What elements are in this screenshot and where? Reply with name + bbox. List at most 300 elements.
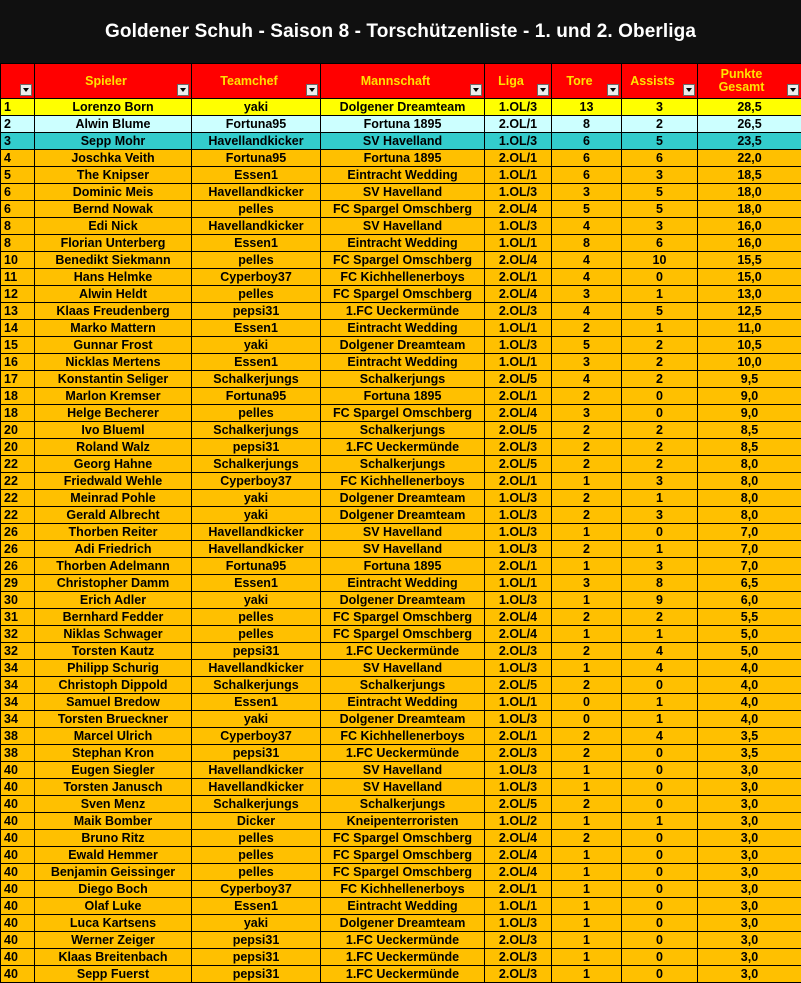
team-cell[interactable]: Essen1	[192, 320, 321, 337]
assists-cell[interactable]: 0	[622, 388, 698, 405]
club-cell[interactable]: 1.FC Ueckermünde	[321, 303, 485, 320]
club-cell[interactable]: Kneipenterroristen	[321, 813, 485, 830]
assists-cell[interactable]: 0	[622, 915, 698, 932]
rank-cell[interactable]: 38	[1, 728, 35, 745]
points-cell[interactable]: 12,5	[698, 303, 801, 320]
assists-cell[interactable]: 2	[622, 354, 698, 371]
team-cell[interactable]: Havellandkicker	[192, 779, 321, 796]
points-cell[interactable]: 3,0	[698, 898, 801, 915]
player-cell[interactable]: Marcel Ulrich	[35, 728, 192, 745]
goals-cell[interactable]: 4	[552, 252, 622, 269]
team-cell[interactable]: yaki	[192, 592, 321, 609]
rank-cell[interactable]: 4	[1, 150, 35, 167]
team-cell[interactable]: pelles	[192, 609, 321, 626]
club-cell[interactable]: SV Havelland	[321, 133, 485, 150]
club-cell[interactable]: FC Spargel Omschberg	[321, 201, 485, 218]
points-cell[interactable]: 9,0	[698, 388, 801, 405]
assists-cell[interactable]: 0	[622, 949, 698, 966]
assists-cell[interactable]: 3	[622, 218, 698, 235]
assists-cell[interactable]: 5	[622, 303, 698, 320]
league-cell[interactable]: 2.OL/5	[485, 371, 552, 388]
points-cell[interactable]: 16,0	[698, 218, 801, 235]
club-cell[interactable]: FC Kichhellenerboys	[321, 269, 485, 286]
team-cell[interactable]: yaki	[192, 711, 321, 728]
goals-cell[interactable]: 6	[552, 133, 622, 150]
points-cell[interactable]: 3,0	[698, 830, 801, 847]
team-cell[interactable]: Schalkerjungs	[192, 371, 321, 388]
rank-cell[interactable]: 15	[1, 337, 35, 354]
assists-cell[interactable]: 3	[622, 507, 698, 524]
player-cell[interactable]: Bernd Nowak	[35, 201, 192, 218]
assists-cell[interactable]: 2	[622, 116, 698, 133]
assists-cell[interactable]: 2	[622, 371, 698, 388]
points-cell[interactable]: 5,0	[698, 626, 801, 643]
rank-cell[interactable]: 14	[1, 320, 35, 337]
team-cell[interactable]: yaki	[192, 337, 321, 354]
league-cell[interactable]: 2.OL/5	[485, 677, 552, 694]
league-cell[interactable]: 2.OL/1	[485, 269, 552, 286]
points-cell[interactable]: 7,0	[698, 541, 801, 558]
filter-dropdown-icon[interactable]	[537, 84, 549, 96]
club-cell[interactable]: Dolgener Dreamteam	[321, 592, 485, 609]
club-cell[interactable]: SV Havelland	[321, 184, 485, 201]
league-cell[interactable]: 2.OL/5	[485, 422, 552, 439]
club-cell[interactable]: FC Kichhellenerboys	[321, 728, 485, 745]
player-cell[interactable]: Olaf Luke	[35, 898, 192, 915]
club-cell[interactable]: FC Spargel Omschberg	[321, 864, 485, 881]
league-cell[interactable]: 2.OL/4	[485, 847, 552, 864]
rank-cell[interactable]: 8	[1, 218, 35, 235]
player-cell[interactable]: Florian Unterberg	[35, 235, 192, 252]
league-cell[interactable]: 1.OL/1	[485, 320, 552, 337]
league-cell[interactable]: 1.OL/1	[485, 898, 552, 915]
league-cell[interactable]: 2.OL/3	[485, 745, 552, 762]
points-cell[interactable]: 10,5	[698, 337, 801, 354]
club-cell[interactable]: Eintracht Wedding	[321, 320, 485, 337]
player-cell[interactable]: Christopher Damm	[35, 575, 192, 592]
rank-cell[interactable]: 32	[1, 626, 35, 643]
league-cell[interactable]: 1.OL/3	[485, 779, 552, 796]
league-cell[interactable]: 1.OL/1	[485, 167, 552, 184]
goals-cell[interactable]: 2	[552, 422, 622, 439]
team-cell[interactable]: Havellandkicker	[192, 184, 321, 201]
player-cell[interactable]: Friedwald Wehle	[35, 473, 192, 490]
team-cell[interactable]: pepsi31	[192, 949, 321, 966]
team-cell[interactable]: pepsi31	[192, 745, 321, 762]
club-cell[interactable]: 1.FC Ueckermünde	[321, 643, 485, 660]
goals-cell[interactable]: 1	[552, 473, 622, 490]
club-cell[interactable]: FC Spargel Omschberg	[321, 405, 485, 422]
league-cell[interactable]: 2.OL/1	[485, 150, 552, 167]
team-cell[interactable]: Havellandkicker	[192, 541, 321, 558]
rank-cell[interactable]: 40	[1, 915, 35, 932]
filter-dropdown-icon[interactable]	[470, 84, 482, 96]
player-cell[interactable]: Thorben Adelmann	[35, 558, 192, 575]
club-cell[interactable]: Eintracht Wedding	[321, 694, 485, 711]
rank-cell[interactable]: 26	[1, 524, 35, 541]
rank-cell[interactable]: 22	[1, 507, 35, 524]
assists-cell[interactable]: 4	[622, 728, 698, 745]
assists-cell[interactable]: 1	[622, 813, 698, 830]
club-cell[interactable]: FC Kichhellenerboys	[321, 473, 485, 490]
club-cell[interactable]: Schalkerjungs	[321, 456, 485, 473]
league-cell[interactable]: 2.OL/3	[485, 932, 552, 949]
points-cell[interactable]: 8,0	[698, 490, 801, 507]
goals-cell[interactable]: 1	[552, 626, 622, 643]
points-cell[interactable]: 3,0	[698, 932, 801, 949]
points-cell[interactable]: 18,0	[698, 184, 801, 201]
player-cell[interactable]: Sepp Fuerst	[35, 966, 192, 983]
player-cell[interactable]: Maik Bomber	[35, 813, 192, 830]
club-cell[interactable]: Dolgener Dreamteam	[321, 711, 485, 728]
team-cell[interactable]: Schalkerjungs	[192, 796, 321, 813]
club-cell[interactable]: SV Havelland	[321, 762, 485, 779]
points-cell[interactable]: 23,5	[698, 133, 801, 150]
rank-cell[interactable]: 34	[1, 711, 35, 728]
league-cell[interactable]: 2.OL/3	[485, 439, 552, 456]
team-cell[interactable]: Havellandkicker	[192, 133, 321, 150]
club-cell[interactable]: FC Spargel Omschberg	[321, 626, 485, 643]
goals-cell[interactable]: 2	[552, 388, 622, 405]
rank-cell[interactable]: 40	[1, 847, 35, 864]
league-cell[interactable]: 1.OL/3	[485, 218, 552, 235]
points-cell[interactable]: 16,0	[698, 235, 801, 252]
points-cell[interactable]: 11,0	[698, 320, 801, 337]
assists-cell[interactable]: 0	[622, 932, 698, 949]
league-cell[interactable]: 2.OL/4	[485, 864, 552, 881]
team-cell[interactable]: Fortuna95	[192, 558, 321, 575]
team-cell[interactable]: Schalkerjungs	[192, 677, 321, 694]
goals-cell[interactable]: 3	[552, 405, 622, 422]
league-cell[interactable]: 1.OL/3	[485, 337, 552, 354]
goals-cell[interactable]: 2	[552, 320, 622, 337]
rank-cell[interactable]: 30	[1, 592, 35, 609]
assists-cell[interactable]: 0	[622, 864, 698, 881]
league-cell[interactable]: 1.OL/2	[485, 813, 552, 830]
rank-cell[interactable]: 20	[1, 422, 35, 439]
league-cell[interactable]: 1.OL/1	[485, 694, 552, 711]
assists-cell[interactable]: 3	[622, 558, 698, 575]
team-cell[interactable]: yaki	[192, 915, 321, 932]
club-cell[interactable]: Fortuna 1895	[321, 558, 485, 575]
goals-cell[interactable]: 2	[552, 507, 622, 524]
goals-cell[interactable]: 1	[552, 558, 622, 575]
assists-cell[interactable]: 0	[622, 830, 698, 847]
rank-cell[interactable]: 40	[1, 949, 35, 966]
team-cell[interactable]: Essen1	[192, 898, 321, 915]
team-cell[interactable]: Havellandkicker	[192, 524, 321, 541]
goals-cell[interactable]: 1	[552, 592, 622, 609]
goals-cell[interactable]: 1	[552, 949, 622, 966]
goals-cell[interactable]: 3	[552, 286, 622, 303]
rank-cell[interactable]: 34	[1, 694, 35, 711]
assists-cell[interactable]: 1	[622, 541, 698, 558]
goals-cell[interactable]: 4	[552, 371, 622, 388]
assists-cell[interactable]: 1	[622, 694, 698, 711]
league-cell[interactable]: 2.OL/4	[485, 201, 552, 218]
goals-cell[interactable]: 1	[552, 813, 622, 830]
assists-cell[interactable]: 0	[622, 898, 698, 915]
league-cell[interactable]: 2.OL/1	[485, 473, 552, 490]
team-cell[interactable]: Fortuna95	[192, 150, 321, 167]
league-cell[interactable]: 1.OL/3	[485, 133, 552, 150]
league-cell[interactable]: 2.OL/3	[485, 949, 552, 966]
team-cell[interactable]: yaki	[192, 490, 321, 507]
league-cell[interactable]: 1.OL/3	[485, 507, 552, 524]
league-cell[interactable]: 2.OL/4	[485, 286, 552, 303]
club-cell[interactable]: Eintracht Wedding	[321, 898, 485, 915]
player-cell[interactable]: Torsten Brueckner	[35, 711, 192, 728]
points-cell[interactable]: 8,5	[698, 439, 801, 456]
team-cell[interactable]: Fortuna95	[192, 388, 321, 405]
assists-cell[interactable]: 0	[622, 745, 698, 762]
league-cell[interactable]: 2.OL/5	[485, 456, 552, 473]
goals-cell[interactable]: 2	[552, 490, 622, 507]
league-cell[interactable]: 2.OL/1	[485, 388, 552, 405]
team-cell[interactable]: pepsi31	[192, 932, 321, 949]
goals-cell[interactable]: 2	[552, 796, 622, 813]
club-cell[interactable]: SV Havelland	[321, 779, 485, 796]
player-cell[interactable]: Eugen Siegler	[35, 762, 192, 779]
club-cell[interactable]: Eintracht Wedding	[321, 235, 485, 252]
rank-cell[interactable]: 18	[1, 388, 35, 405]
team-cell[interactable]: Essen1	[192, 235, 321, 252]
assists-cell[interactable]: 10	[622, 252, 698, 269]
points-cell[interactable]: 10,0	[698, 354, 801, 371]
player-cell[interactable]: Alwin Heldt	[35, 286, 192, 303]
points-cell[interactable]: 3,0	[698, 864, 801, 881]
rank-cell[interactable]: 12	[1, 286, 35, 303]
rank-cell[interactable]: 22	[1, 490, 35, 507]
points-cell[interactable]: 9,5	[698, 371, 801, 388]
club-cell[interactable]: SV Havelland	[321, 660, 485, 677]
rank-cell[interactable]: 40	[1, 779, 35, 796]
goals-cell[interactable]: 3	[552, 184, 622, 201]
points-cell[interactable]: 3,0	[698, 949, 801, 966]
assists-cell[interactable]: 2	[622, 609, 698, 626]
player-cell[interactable]: Joschka Veith	[35, 150, 192, 167]
points-cell[interactable]: 4,0	[698, 711, 801, 728]
club-cell[interactable]: Schalkerjungs	[321, 371, 485, 388]
team-cell[interactable]: Dicker	[192, 813, 321, 830]
player-cell[interactable]: Roland Walz	[35, 439, 192, 456]
player-cell[interactable]: Bruno Ritz	[35, 830, 192, 847]
team-cell[interactable]: pelles	[192, 286, 321, 303]
club-cell[interactable]: 1.FC Ueckermünde	[321, 966, 485, 983]
assists-cell[interactable]: 0	[622, 796, 698, 813]
assists-cell[interactable]: 0	[622, 881, 698, 898]
points-cell[interactable]: 3,0	[698, 813, 801, 830]
player-cell[interactable]: Klaas Freudenberg	[35, 303, 192, 320]
league-cell[interactable]: 1.OL/1	[485, 354, 552, 371]
rank-cell[interactable]: 40	[1, 796, 35, 813]
club-cell[interactable]: Dolgener Dreamteam	[321, 915, 485, 932]
team-cell[interactable]: Essen1	[192, 354, 321, 371]
assists-cell[interactable]: 3	[622, 167, 698, 184]
assists-cell[interactable]: 5	[622, 184, 698, 201]
rank-cell[interactable]: 17	[1, 371, 35, 388]
team-cell[interactable]: Essen1	[192, 167, 321, 184]
rank-cell[interactable]: 16	[1, 354, 35, 371]
club-cell[interactable]: Dolgener Dreamteam	[321, 507, 485, 524]
team-cell[interactable]: Schalkerjungs	[192, 422, 321, 439]
rank-cell[interactable]: 38	[1, 745, 35, 762]
club-cell[interactable]: Eintracht Wedding	[321, 575, 485, 592]
goals-cell[interactable]: 4	[552, 303, 622, 320]
player-cell[interactable]: Sepp Mohr	[35, 133, 192, 150]
club-cell[interactable]: Fortuna 1895	[321, 388, 485, 405]
club-cell[interactable]: SV Havelland	[321, 218, 485, 235]
goals-cell[interactable]: 1	[552, 932, 622, 949]
assists-cell[interactable]: 0	[622, 677, 698, 694]
assists-cell[interactable]: 0	[622, 762, 698, 779]
rank-cell[interactable]: 1	[1, 99, 35, 116]
assists-cell[interactable]: 0	[622, 269, 698, 286]
club-cell[interactable]: Schalkerjungs	[321, 422, 485, 439]
goals-cell[interactable]: 1	[552, 864, 622, 881]
rank-cell[interactable]: 6	[1, 201, 35, 218]
goals-cell[interactable]: 4	[552, 218, 622, 235]
rank-cell[interactable]: 31	[1, 609, 35, 626]
points-cell[interactable]: 6,0	[698, 592, 801, 609]
league-cell[interactable]: 1.OL/1	[485, 235, 552, 252]
rank-cell[interactable]: 32	[1, 643, 35, 660]
player-cell[interactable]: Thorben Reiter	[35, 524, 192, 541]
points-cell[interactable]: 3,0	[698, 881, 801, 898]
league-cell[interactable]: 2.OL/5	[485, 796, 552, 813]
rank-cell[interactable]: 22	[1, 473, 35, 490]
assists-cell[interactable]: 2	[622, 337, 698, 354]
rank-cell[interactable]: 6	[1, 184, 35, 201]
rank-cell[interactable]: 34	[1, 660, 35, 677]
player-cell[interactable]: Niklas Schwager	[35, 626, 192, 643]
player-cell[interactable]: Marlon Kremser	[35, 388, 192, 405]
player-cell[interactable]: The Knipser	[35, 167, 192, 184]
league-cell[interactable]: 2.OL/4	[485, 252, 552, 269]
assists-cell[interactable]: 4	[622, 643, 698, 660]
goals-cell[interactable]: 1	[552, 881, 622, 898]
goals-cell[interactable]: 1	[552, 966, 622, 983]
assists-cell[interactable]: 4	[622, 660, 698, 677]
rank-cell[interactable]: 26	[1, 541, 35, 558]
points-cell[interactable]: 4,0	[698, 660, 801, 677]
league-cell[interactable]: 2.OL/3	[485, 643, 552, 660]
player-cell[interactable]: Benjamin Geissinger	[35, 864, 192, 881]
goals-cell[interactable]: 8	[552, 235, 622, 252]
goals-cell[interactable]: 1	[552, 660, 622, 677]
points-cell[interactable]: 22,0	[698, 150, 801, 167]
team-cell[interactable]: Essen1	[192, 575, 321, 592]
filter-dropdown-icon[interactable]	[306, 84, 318, 96]
team-cell[interactable]: pelles	[192, 864, 321, 881]
points-cell[interactable]: 3,5	[698, 728, 801, 745]
points-cell[interactable]: 13,0	[698, 286, 801, 303]
player-cell[interactable]: Erich Adler	[35, 592, 192, 609]
club-cell[interactable]: 1.FC Ueckermünde	[321, 932, 485, 949]
player-cell[interactable]: Konstantin Seliger	[35, 371, 192, 388]
club-cell[interactable]: Schalkerjungs	[321, 796, 485, 813]
goals-cell[interactable]: 6	[552, 150, 622, 167]
assists-cell[interactable]: 5	[622, 201, 698, 218]
points-cell[interactable]: 4,0	[698, 677, 801, 694]
filter-dropdown-icon[interactable]	[683, 84, 695, 96]
goals-cell[interactable]: 13	[552, 99, 622, 116]
points-cell[interactable]: 3,0	[698, 966, 801, 983]
club-cell[interactable]: SV Havelland	[321, 524, 485, 541]
points-cell[interactable]: 8,5	[698, 422, 801, 439]
points-cell[interactable]: 5,0	[698, 643, 801, 660]
goals-cell[interactable]: 5	[552, 337, 622, 354]
assists-cell[interactable]: 5	[622, 133, 698, 150]
club-cell[interactable]: Dolgener Dreamteam	[321, 337, 485, 354]
team-cell[interactable]: pelles	[192, 830, 321, 847]
assists-cell[interactable]: 1	[622, 711, 698, 728]
points-cell[interactable]: 3,0	[698, 847, 801, 864]
points-cell[interactable]: 8,0	[698, 507, 801, 524]
points-cell[interactable]: 15,0	[698, 269, 801, 286]
player-cell[interactable]: Marko Mattern	[35, 320, 192, 337]
filter-dropdown-icon[interactable]	[787, 84, 799, 96]
league-cell[interactable]: 1.OL/3	[485, 184, 552, 201]
league-cell[interactable]: 1.OL/3	[485, 915, 552, 932]
league-cell[interactable]: 1.OL/3	[485, 490, 552, 507]
team-cell[interactable]: Havellandkicker	[192, 762, 321, 779]
club-cell[interactable]: FC Spargel Omschberg	[321, 847, 485, 864]
team-cell[interactable]: pelles	[192, 201, 321, 218]
rank-cell[interactable]: 5	[1, 167, 35, 184]
league-cell[interactable]: 2.OL/1	[485, 116, 552, 133]
assists-cell[interactable]: 3	[622, 99, 698, 116]
points-cell[interactable]: 9,0	[698, 405, 801, 422]
rank-cell[interactable]: 11	[1, 269, 35, 286]
league-cell[interactable]: 2.OL/1	[485, 728, 552, 745]
goals-cell[interactable]: 2	[552, 643, 622, 660]
goals-cell[interactable]: 1	[552, 524, 622, 541]
team-cell[interactable]: pepsi31	[192, 966, 321, 983]
assists-cell[interactable]: 0	[622, 779, 698, 796]
club-cell[interactable]: Eintracht Wedding	[321, 167, 485, 184]
player-cell[interactable]: Torsten Janusch	[35, 779, 192, 796]
team-cell[interactable]: Cyperboy37	[192, 269, 321, 286]
points-cell[interactable]: 6,5	[698, 575, 801, 592]
club-cell[interactable]: 1.FC Ueckermünde	[321, 949, 485, 966]
player-cell[interactable]: Ewald Hemmer	[35, 847, 192, 864]
player-cell[interactable]: Benedikt Siekmann	[35, 252, 192, 269]
league-cell[interactable]: 1.OL/3	[485, 99, 552, 116]
team-cell[interactable]: yaki	[192, 99, 321, 116]
filter-dropdown-icon[interactable]	[20, 84, 32, 96]
rank-cell[interactable]: 40	[1, 813, 35, 830]
club-cell[interactable]: SV Havelland	[321, 541, 485, 558]
player-cell[interactable]: Torsten Kautz	[35, 643, 192, 660]
assists-cell[interactable]: 0	[622, 966, 698, 983]
assists-cell[interactable]: 1	[622, 490, 698, 507]
league-cell[interactable]: 2.OL/1	[485, 881, 552, 898]
assists-cell[interactable]: 6	[622, 235, 698, 252]
points-cell[interactable]: 26,5	[698, 116, 801, 133]
rank-cell[interactable]: 40	[1, 966, 35, 983]
club-cell[interactable]: Fortuna 1895	[321, 150, 485, 167]
player-cell[interactable]: Alwin Blume	[35, 116, 192, 133]
assists-cell[interactable]: 2	[622, 422, 698, 439]
player-cell[interactable]: Gunnar Frost	[35, 337, 192, 354]
rank-cell[interactable]: 20	[1, 439, 35, 456]
player-cell[interactable]: Adi Friedrich	[35, 541, 192, 558]
assists-cell[interactable]: 3	[622, 473, 698, 490]
team-cell[interactable]: pelles	[192, 405, 321, 422]
league-cell[interactable]: 1.OL/3	[485, 592, 552, 609]
club-cell[interactable]: Schalkerjungs	[321, 677, 485, 694]
